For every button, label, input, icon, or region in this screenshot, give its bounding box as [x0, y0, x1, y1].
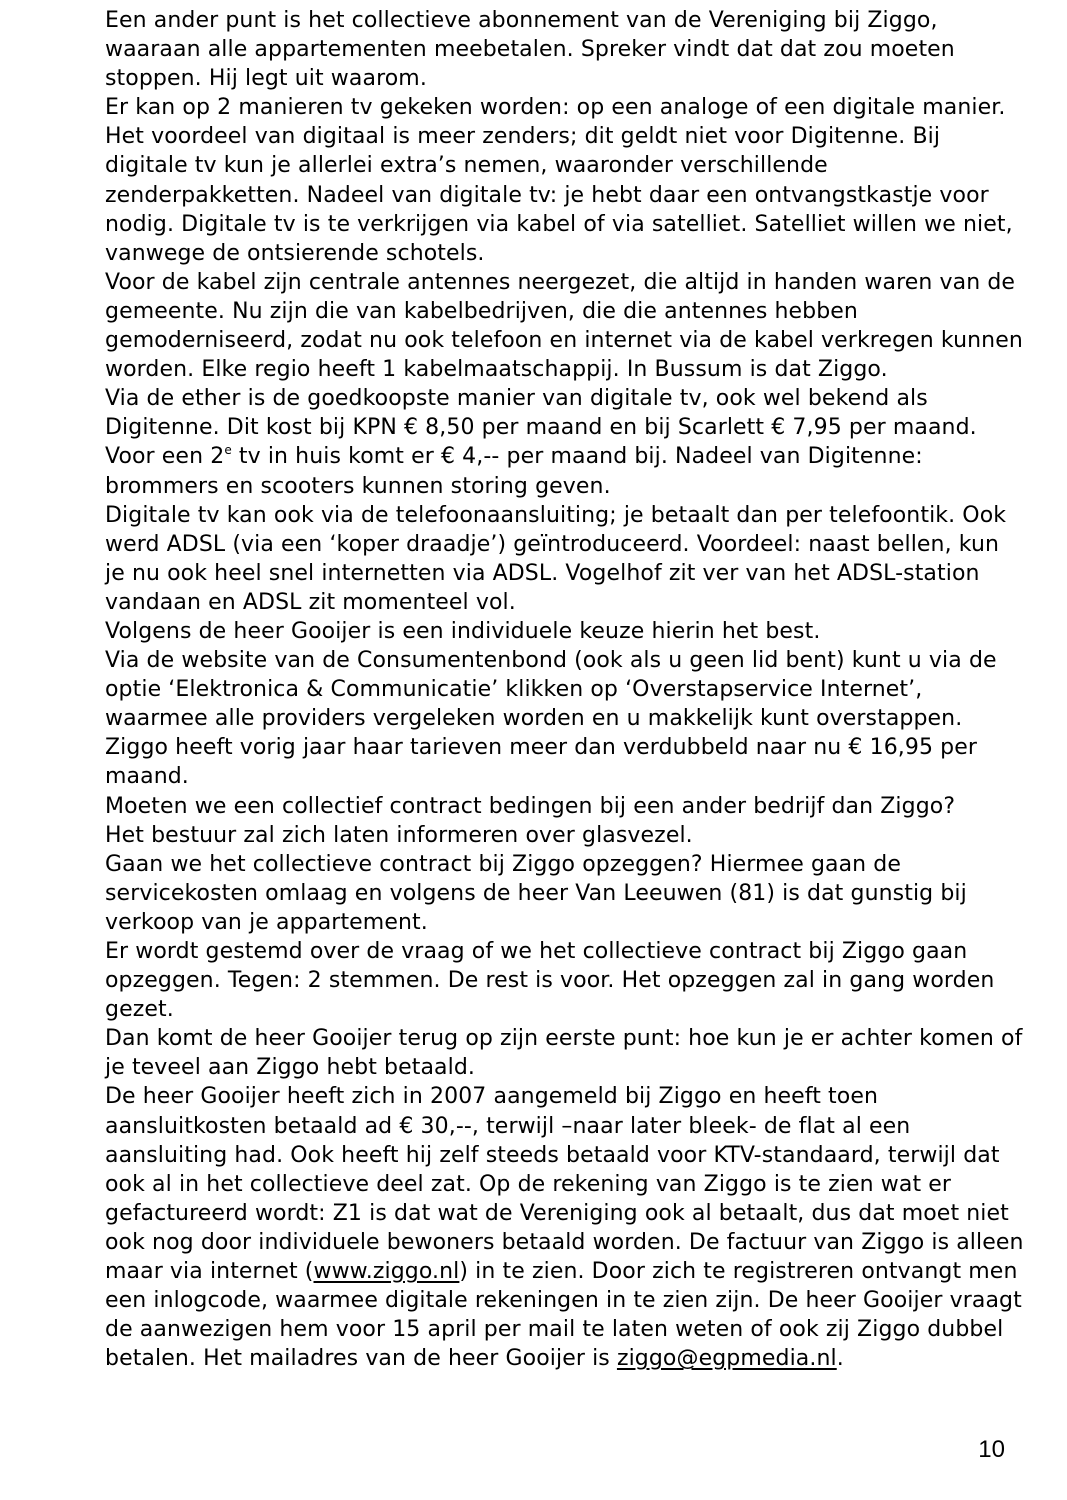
invoice-text-part2: ) in te zien. Door zich te registreren ontvangt men een inlogcode, waarmee digitale rekeningen in te zien zijn. De heer Gooijer vraagt de aanwezigen hem voor 15 april per mail te laten weten of ook zij Ziggo dubbel betalen. Het mailadres van de heer Gooijer is	[105, 1259, 1022, 1372]
page-number: 10	[978, 1436, 1005, 1463]
paragraph-digitenne-prices: Via de ether is de goedkoopste manier van digitale tv, ook wel bekend als Digitenne. Dit kost bij KPN € 8,50 per maand en bij Scarlett € 7,95 per maand.	[105, 386, 977, 441]
paragraph-consumentenbond: Via de website van de Consumentenbond (ook als u geen lid bent) kunt u via de optie ‘Elektronica & Communicatie’ klikken op ‘Overstapservice Internet’, waarmee alle providers vergeleken worden en u makkelijk kunt overstappen.	[105, 648, 997, 732]
invoice-text-part3: .	[836, 1346, 844, 1372]
paragraph-cable-antennas: Voor de kabel zijn centrale antennes neergezet, die altijd in handen waren van de gemeente. Nu zijn die van kabelbedrijven, die die antennes hebben gemoderniseerd, zodat nu ook telefoon en internet via de kabel verkregen kunnen worden. Elke regio heeft 1 kabelmaatschappij. In Bussum is dat Ziggo.	[105, 269, 1023, 383]
email-link[interactable]: ziggo@egpmedia.nl	[616, 1346, 837, 1372]
ziggo-website-link[interactable]: www.ziggo.nl	[313, 1259, 460, 1285]
paragraph-glass-fiber: Het bestuur zal zich laten informeren over glasvezel.	[105, 822, 693, 848]
paragraph-individual-choice: Volgens de heer Gooijer is een individuele keuze hierin het best.	[105, 618, 821, 644]
second-tv-text-start: Voor een 2	[105, 444, 225, 470]
paragraph-cancel-contract: Gaan we het collectieve contract bij Ziggo opzeggen? Hiermee gaan de servicekosten omlaag en volgens de heer Van Leeuwen (81) is dat gunstig bij verkoop van je appartement.	[105, 851, 967, 935]
paragraph-second-tv	[105, 442, 1025, 500]
paragraph-vote: Er wordt gestemd over de vraag of we het collectieve contract bij Ziggo gaan opzeggen. Tegen: 2 stemmen. De rest is voor. Het opzeggen zal in gang worden gezet.	[105, 939, 995, 1023]
superscript-e: e	[224, 443, 232, 458]
paragraph-gooijer-invoice	[105, 1082, 1025, 1373]
paragraph-collective-contract-question: Moeten we een collectief contract bedingen bij een ander bedrijf dan Ziggo?	[105, 793, 956, 819]
document-body	[105, 6, 1025, 1373]
paragraph-collective-subscription: Een ander punt is het collectieve abonnement van de Vereniging bij Ziggo, waaraan alle appartementen meebetalen. Spreker vindt dat dat zou moeten stoppen. Hij legt uit waarom.	[105, 8, 955, 92]
second-tv-text-end: tv in huis komt er € 4,-- per maand bij. Nadeel van Digitenne: brommers en scooters kunnen storing geven.	[105, 444, 923, 499]
invoice-text-part1: De heer Gooijer heeft zich in 2007 aangemeld bij Ziggo en heeft toen aansluitkosten betaald ad € 30,--, terwijl –naar later bleek- de flat al een aansluiting had. Ook heeft hij zelf steeds betaald voor KTV-standaard, terwijl dat ook al in het collectieve deel zat. Op de rekening van Ziggo is te zien wat er gefactureerd wordt: Z1 is dat wat de Vereniging ook al betaalt, dus dat moet niet ook nog door individuele bewoners betaald worden. De factuur van Ziggo is alleen maar via internet (	[105, 1084, 1024, 1285]
paragraph-analog-digital-tv: Er kan op 2 manieren tv gekeken worden: op een analoge of een digitale manier. Het voordeel van digitaal is meer zenders; dit geldt niet voor Digitenne. Bij digitale tv kun je allerlei extra’s nemen, waaronder verschillende zenderpakketten. Nadeel van digitale tv: je hebt daar een ontvangstkastje voor nodig. Digitale tv is te verkrijgen via kabel of via satelliet. Satelliet willen we niet, vanwege de ontsierende schotels.	[105, 95, 1013, 266]
paragraph-first-point: Dan komt de heer Gooijer terug op zijn eerste punt: hoe kun je er achter komen of je teveel aan Ziggo hebt betaald.	[105, 1026, 1023, 1081]
paragraph-ziggo-rates: Ziggo heeft vorig jaar haar tarieven meer dan verdubbeld naar nu € 16,95 per maand.	[105, 735, 978, 790]
paragraph-adsl: Digitale tv kan ook via de telefoonaansluiting; je betaalt dan per telefoontik. Ook werd ADSL (via een ‘koper draadje’) geïntroduceerd. Voordeel: naast bellen, kun je nu ook heel snel internetten via ADSL. Vogelhof zit ver van het ADSL-station vandaan en ADSL zit momenteel vol.	[105, 502, 1007, 615]
